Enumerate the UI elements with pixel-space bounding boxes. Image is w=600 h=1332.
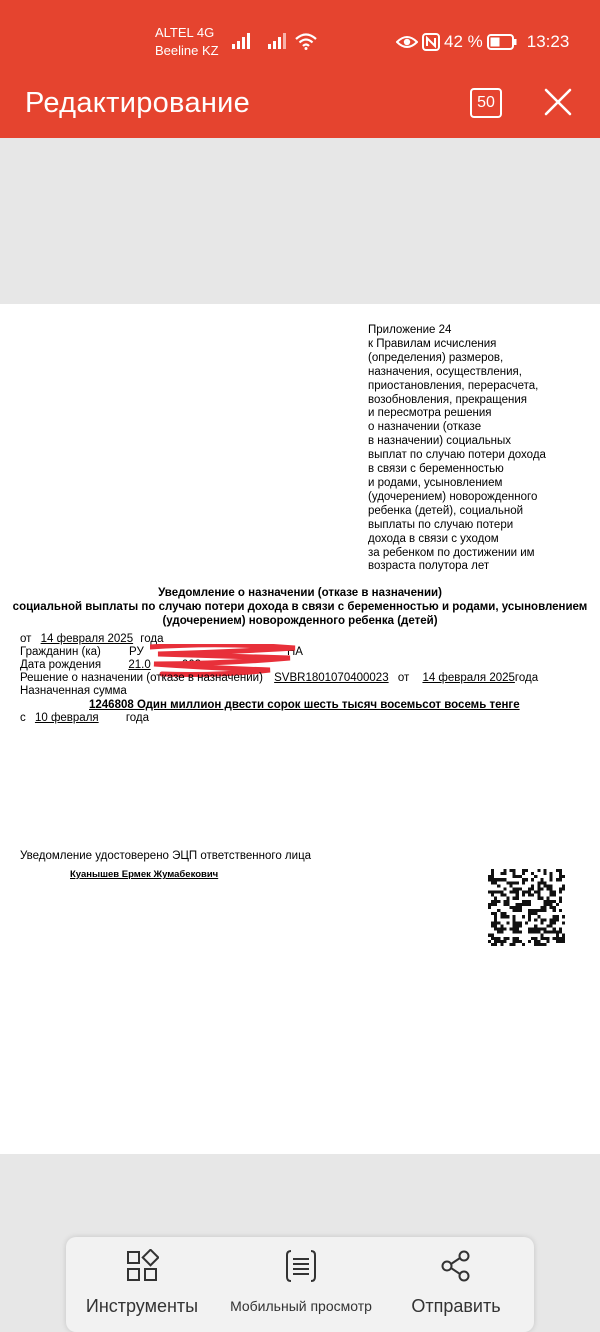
- status-bar: [0, 0, 600, 75]
- clock: 13:23: [526, 32, 570, 51]
- page-count-button[interactable]: 50: [470, 88, 502, 118]
- official-name: Куанышев Ермек Жумабекович: [70, 869, 219, 880]
- close-icon[interactable]: [541, 85, 575, 119]
- signal-2-icon: [268, 32, 290, 50]
- since-line: [20, 712, 149, 725]
- eye-icon: [396, 34, 418, 50]
- battery-icon: [487, 34, 517, 50]
- since-year: года: [125, 712, 150, 724]
- send-label: Отправить: [411, 1296, 501, 1316]
- since-date: 10 февраля: [34, 712, 99, 724]
- page-title: Редактирование: [25, 87, 251, 119]
- carrier-info: [155, 24, 219, 60]
- certified-note: Уведомление удостоверено ЭЦП ответственного лица: [20, 850, 312, 862]
- mobile-view-button[interactable]: [226, 1249, 376, 1314]
- citizen-name-end: НА: [286, 646, 303, 658]
- system-indicators: [396, 32, 569, 52]
- amount-label: Назначенная сумма: [20, 685, 127, 697]
- mobile-view-label: Мобильный просмотр: [230, 1298, 372, 1314]
- year-word: года: [140, 633, 164, 645]
- battery-percent: 42 %: [444, 32, 483, 51]
- decision-line: [20, 672, 538, 685]
- birth-label: Дата рождения: [20, 659, 102, 671]
- from-date: 14 февраля 2025: [40, 633, 134, 645]
- decision-from: от: [397, 672, 410, 684]
- notice-heading: [10, 586, 590, 628]
- signal-1-icon: [232, 32, 254, 50]
- amount-value: 1246808 Один миллион двести сорок шесть тысяч восемьсот восемь тенге: [89, 699, 520, 711]
- tools-icon: [125, 1249, 159, 1283]
- heading-line-3: (удочерением) новорожденного ребенка (детей): [162, 615, 438, 627]
- nfc-icon: [422, 33, 440, 51]
- decision-year: года: [514, 672, 539, 684]
- tools-label: Инструменты: [85, 1296, 199, 1316]
- document-view-icon: [284, 1249, 318, 1283]
- date-line: [20, 633, 164, 646]
- share-icon: [439, 1249, 473, 1283]
- appendix-note: Приложение 24 к Правилам исчисления (определения) размеров, назначения, осуществления, приостановления, перерасчета, возобновления, прекращения и пересмотра решения о назначении (отказе в назначении) социальных выплат по случаю потери дохода в связи с беременностью и родами, усыновлением (удочерением) новорожденного ребенка (детей), социальной выплаты по случаю потери дохода в связи с уходом за ребенком по достижении им возраста полутора лет: [368, 324, 546, 573]
- tools-button[interactable]: [82, 1249, 202, 1317]
- bottom-toolbar: [66, 1237, 534, 1332]
- send-button[interactable]: [396, 1249, 516, 1317]
- citizen-label: Гражданин (ка): [20, 646, 101, 658]
- carrier-1: ALTEL 4G: [155, 25, 215, 40]
- from-label: от: [20, 633, 32, 645]
- decision-label: Решение о назначении (отказе в назначении): [20, 672, 263, 684]
- heading-line-2: социальной выплаты по случаю потери дохода в связи с беременностью и родами, усыновлением: [12, 601, 588, 613]
- app-bar: [0, 75, 600, 138]
- decision-number: SVBR1801070400023: [274, 672, 389, 684]
- decision-date: 14 февраля 2025: [422, 672, 515, 684]
- birth-date-start: 21.0: [128, 659, 151, 671]
- qr-code: [488, 869, 565, 946]
- document-page: [0, 304, 600, 1154]
- heading-line-1: Уведомление о назначении (отказе в назначении): [158, 587, 442, 599]
- carrier-2: Beeline KZ: [155, 43, 219, 58]
- citizen-name-start: РУ: [129, 646, 144, 658]
- birth-date-end: 003: [181, 659, 202, 671]
- wifi-icon: [294, 32, 318, 50]
- since-label: с: [20, 712, 26, 724]
